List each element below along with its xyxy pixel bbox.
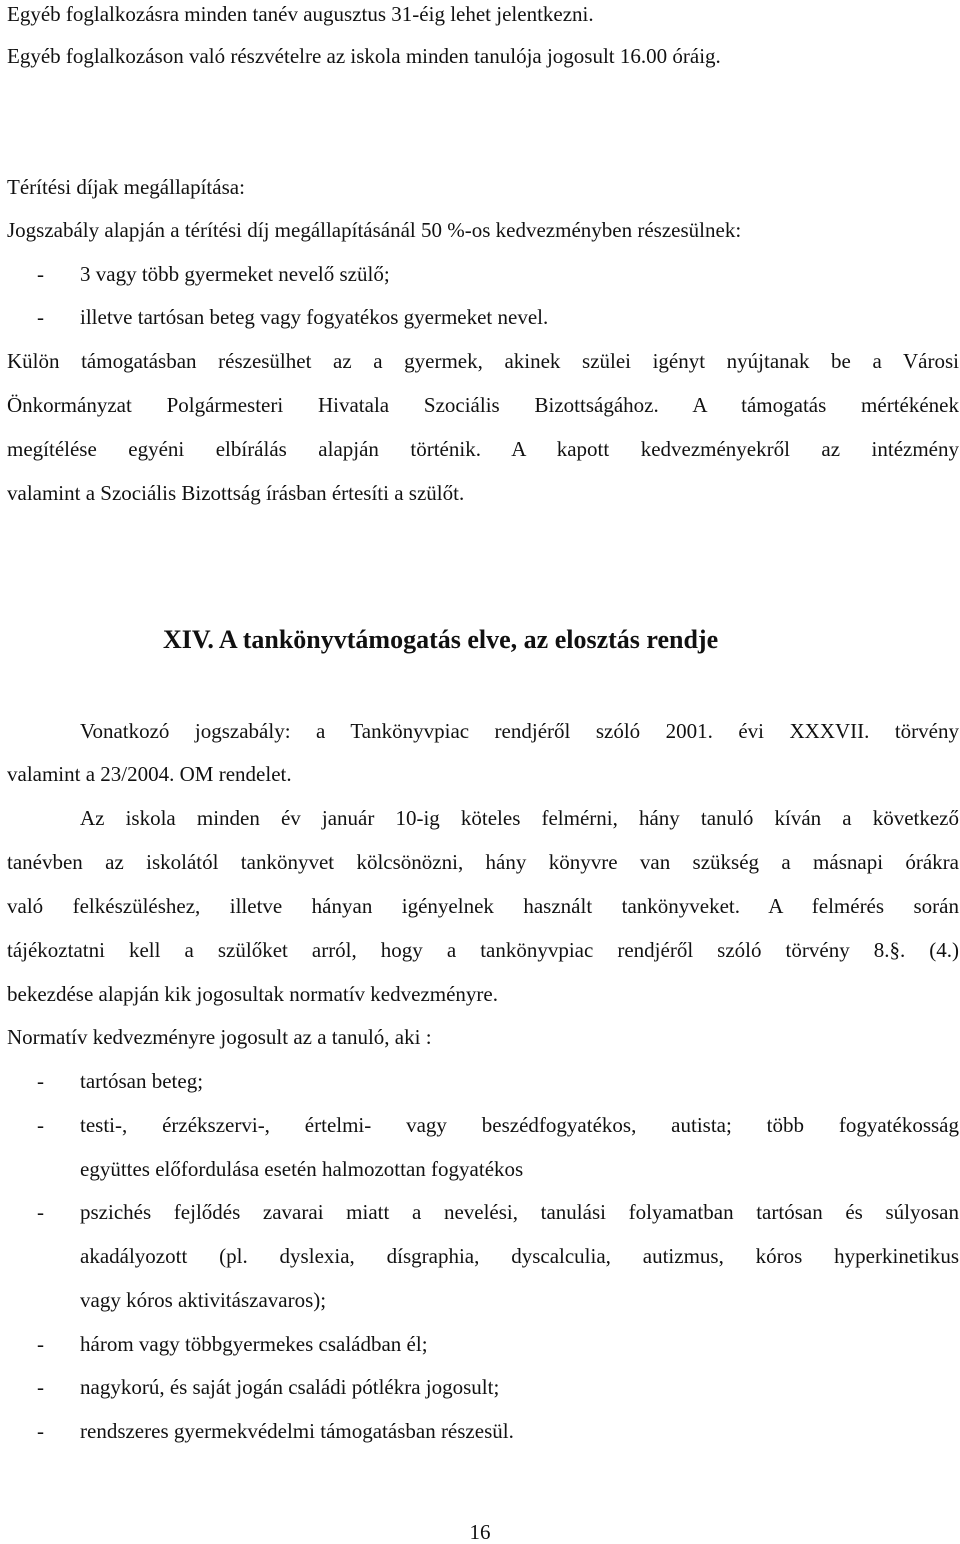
eligible-item-1: tartósan beteg;	[80, 1069, 204, 1093]
legal-reference-line-2: valamint a 23/2004. OM rendelet.	[7, 762, 292, 786]
eligible-item-5: nagykorú, és saját jogán családi pótlékra jogosult;	[80, 1375, 500, 1399]
survey-paragraph-line-1: Az iskola minden év január 10-ig köteles felmérni, hány tanuló kíván a következő	[80, 806, 959, 830]
list-marker: -	[37, 305, 44, 329]
eligible-item-4: három vagy többgyermekes családban él;	[80, 1332, 428, 1356]
page-number: 16	[469, 1520, 491, 1544]
fees-list-item-2: illetve tartósan beteg vagy fogyatékos gyermeket nevel.	[80, 305, 549, 329]
fees-paragraph-line-1: Külön támogatásban részesülhet az a gyermek, akinek szülei igényt nyújtanak be a Városi	[7, 349, 959, 373]
fees-title: Térítési díjak megállapítása:	[7, 175, 245, 199]
list-marker: -	[37, 1375, 44, 1399]
fees-paragraph-line-3: megítélése egyéni elbírálás alapján történik. A kapott kedvezményekről az intézmény	[7, 437, 959, 461]
eligible-intro: Normatív kedvezményre jogosult az a tanuló, aki :	[7, 1025, 432, 1049]
eligible-item-3-line-1: pszichés fejlődés zavarai miatt a nevelési, tanulási folyamatban tartósan és súlyosan	[80, 1200, 959, 1224]
survey-paragraph-line-5: bekezdése alapján kik jogosultak normatív kedvezményre.	[7, 982, 498, 1006]
survey-paragraph-line-2: tanévben az iskolától tankönyvet kölcsönözni, hány könyvre van szükség a másnapi órákra	[7, 850, 959, 874]
list-marker: -	[37, 1113, 44, 1137]
section-heading: XIV. A tankönyvtámogatás elve, az elosztás rendje	[163, 625, 719, 654]
fees-list-item-1: 3 vagy több gyermeket nevelő szülő;	[80, 262, 390, 286]
list-marker: -	[37, 1069, 44, 1093]
fees-paragraph-line-4: valamint a Szociális Bizottság írásban értesíti a szülőt.	[7, 481, 465, 505]
fees-intro: Jogszabály alapján a térítési díj megállapításánál 50 %-os kedvezményben részesülnek:	[7, 218, 742, 242]
list-marker: -	[37, 1419, 44, 1443]
list-marker: -	[37, 1200, 44, 1224]
list-marker: -	[37, 262, 44, 286]
eligible-item-6: rendszeres gyermekvédelmi támogatásban részesül.	[80, 1419, 514, 1443]
eligible-item-2-line-2: együttes előfordulása esetén halmozottan fogyatékos	[80, 1157, 524, 1181]
intro-line-2: Egyéb foglalkozáson való részvételre az iskola minden tanulója jogosult 16.00 óráig.	[7, 44, 721, 68]
eligible-item-3-line-2: akadályozott (pl. dyslexia, dísgraphia, dyscalculia, autizmus, kóros hyperkinetikus	[80, 1244, 959, 1268]
survey-paragraph-line-3: való felkészüléshez, illetve hányan igényelnek használt tankönyveket. A felmérés során	[7, 894, 959, 918]
eligible-item-3-line-3: vagy kóros aktivitászavaros);	[80, 1288, 327, 1312]
eligible-item-2-line-1: testi-, érzékszervi-, értelmi- vagy beszédfogyatékos, autista; több fogyatékosság	[80, 1113, 959, 1137]
fees-paragraph-line-2: Önkormányzat Polgármesteri Hivatala Szociális Bizottságához. A támogatás mértékének	[7, 393, 959, 417]
intro-line-1: Egyéb foglalkozásra minden tanév augusztus 31-éig lehet jelentkezni.	[7, 2, 594, 26]
survey-paragraph-line-4: tájékoztatni kell a szülőket arról, hogy a tankönyvpiac rendjéről szóló törvény 8.§. (4.)	[7, 938, 959, 962]
list-marker: -	[37, 1332, 44, 1356]
legal-reference-line-1: Vonatkozó jogszabály: a Tankönyvpiac rendjéről szóló 2001. évi XXXVII. törvény	[80, 719, 959, 743]
